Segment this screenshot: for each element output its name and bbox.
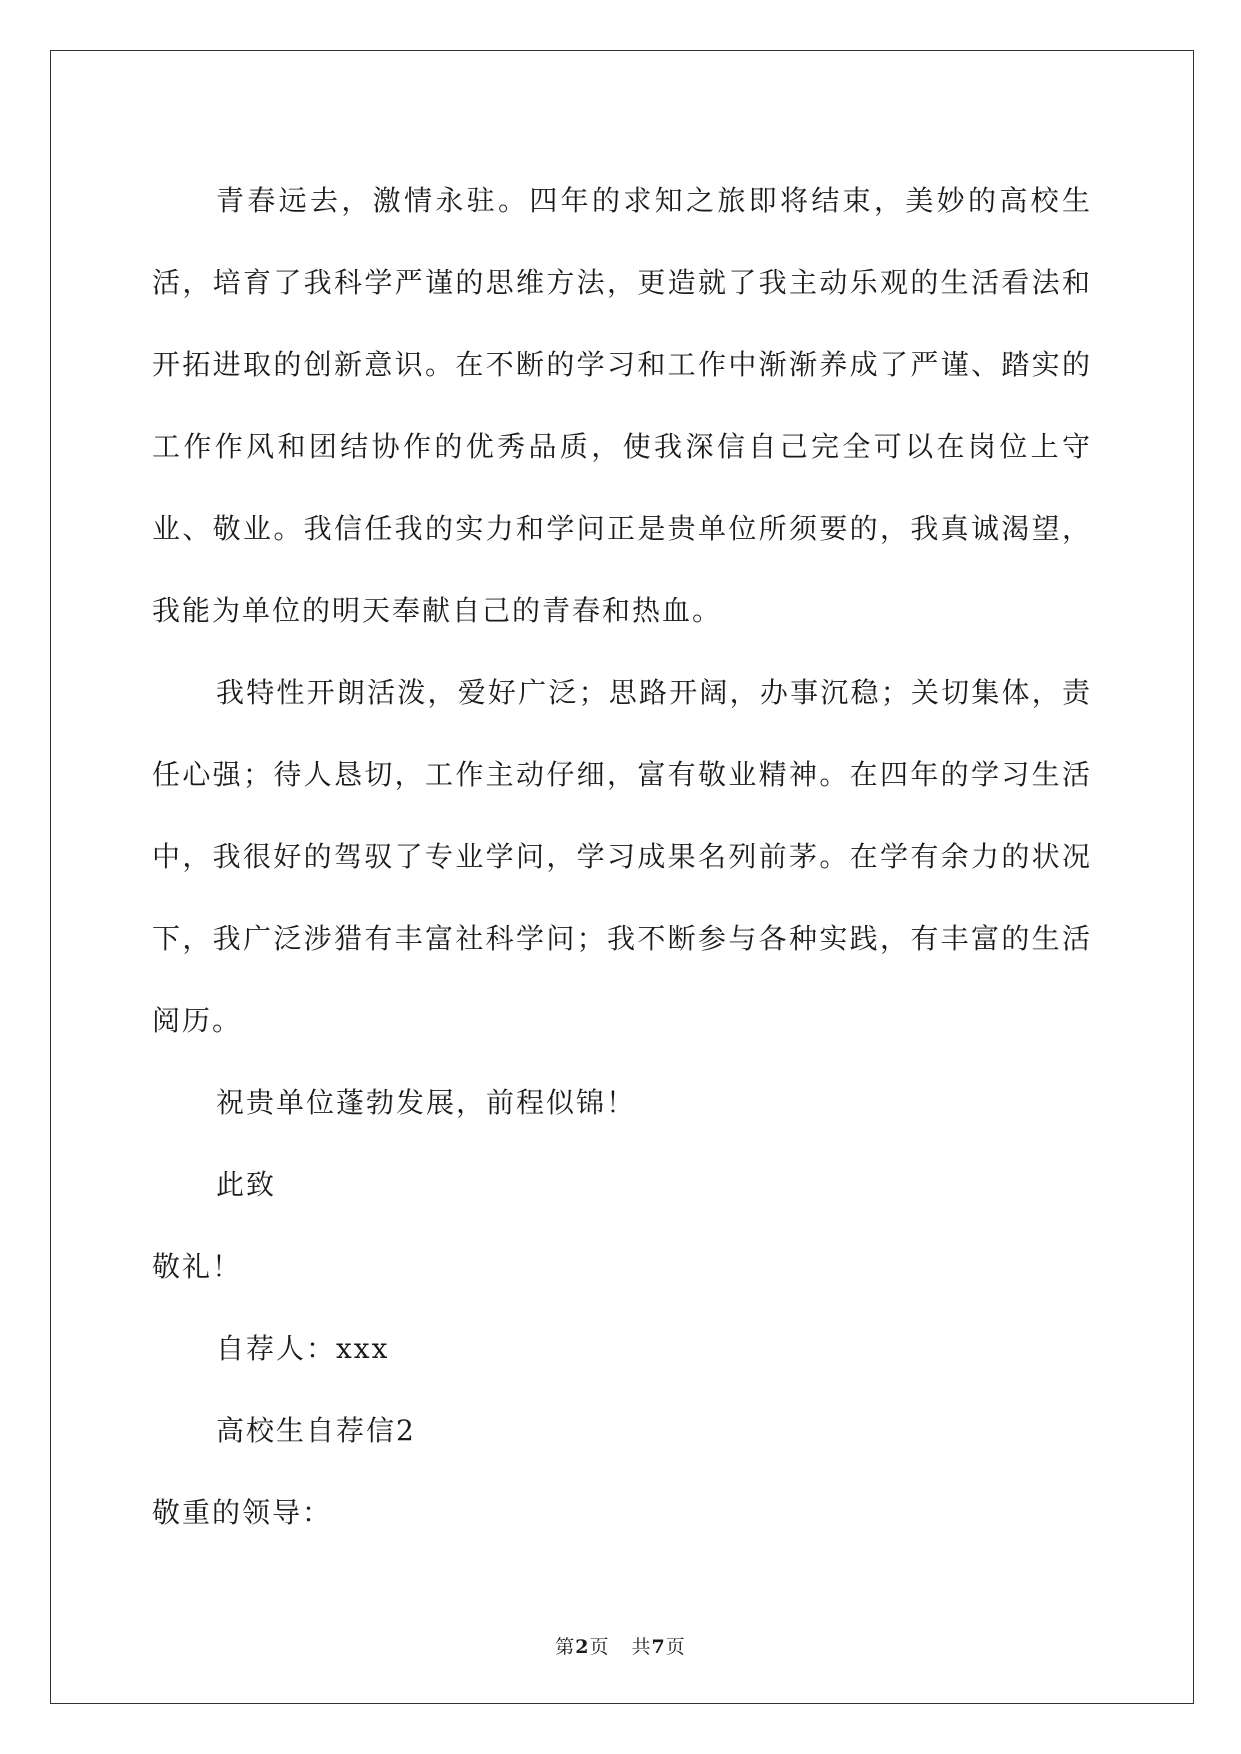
paragraph-personality: 我特性开朗活泼，爱好广泛；思路开阔，办事沉稳；关切集体，责任心强；待人恳切，工作主动仔细，富有敬业精神。在四年的学习生活中，我很好的驾驭了专业学问，学习成果名列前茅。在学有余力的状况下，我广泛涉猎有丰富社科学问；我不断参与各种实践，有丰富的生活阅历。 xyxy=(152,676,1092,1037)
footer-total-prefix: 共 xyxy=(631,1636,652,1658)
signature-line: 自荐人：xxx xyxy=(216,1332,390,1365)
closing-regards: 敬礼！ xyxy=(152,1250,243,1283)
footer-total-suffix: 页 xyxy=(665,1636,686,1658)
footer-page-word: 页 xyxy=(589,1636,610,1658)
total-pages-number: 7 xyxy=(651,1636,666,1658)
page-footer xyxy=(0,1632,1241,1659)
letter-greeting: 敬重的领导： xyxy=(152,1496,333,1529)
current-page-number: 2 xyxy=(575,1636,590,1658)
document-body xyxy=(152,160,1092,1554)
closing-salutation: 此致 xyxy=(216,1168,277,1201)
footer-prefix: 第 xyxy=(555,1636,576,1658)
section-title: 高校生自荐信2 xyxy=(216,1414,416,1447)
paragraph-intro: 青春远去，激情永驻。四年的求知之旅即将结束，美妙的高校生活，培育了我科学严谨的思维方法，更造就了我主动乐观的生活看法和开拓进取的创新意识。在不断的学习和工作中渐渐养成了严谨、踏实的工作作风和团结协作的优秀品质，使我深信自己完全可以在岗位上守业、敬业。我信任我的实力和学问正是贵单位所须要的，我真诚渴望，我能为单位的明天奉献自己的青春和热血。 xyxy=(152,184,1092,627)
paragraph-wishes: 祝贵单位蓬勃发展，前程似锦！ xyxy=(216,1086,637,1119)
